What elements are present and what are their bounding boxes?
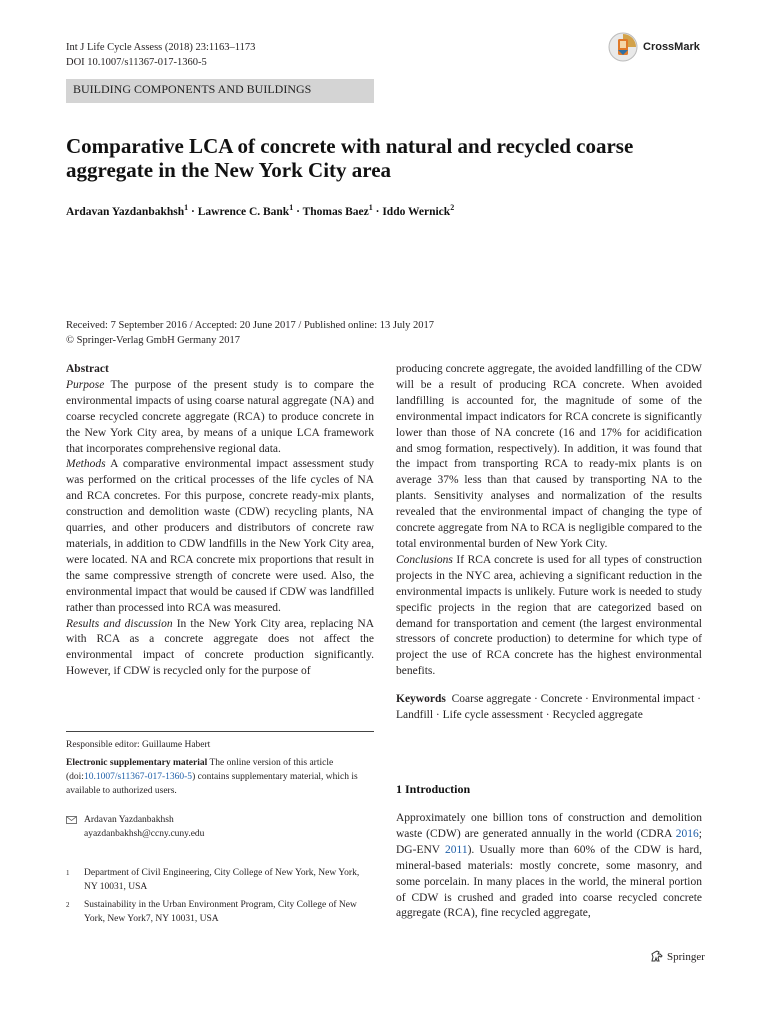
- crossmark-icon: [608, 32, 638, 62]
- article-title: Comparative LCA of concrete with natural and recycled coarse aggregate in the New York City area: [66, 134, 634, 182]
- keywords-text: Coarse aggregate · Concrete · Environmental impact · Landfill · Life cycle assessment · Recycled aggregate: [396, 693, 701, 722]
- author-separator: ·: [293, 205, 303, 218]
- responsible-editor: Responsible editor: Guillaume Habert: [66, 740, 211, 750]
- conclusions-text: If RCA concrete is used for all types of construction projects in the NYC area, achieving a significant reduction in the environmental impacts is unlikely. Future work is needed to study specific projects in the region that are categorized based on demand for transportation and cement (the largest environmental stressors of concrete production) to determine for which type of project the use of RCA concrete has the highest environmental benefits.: [396, 553, 702, 678]
- esm-text-a: The online version of this article (doi:: [66, 758, 334, 782]
- author-affiliation-mark: 2: [450, 203, 455, 212]
- journal-citation: [66, 40, 255, 70]
- affiliation-number: 2: [66, 901, 70, 909]
- author-affiliation-mark: 1: [289, 203, 294, 212]
- purpose-label: Purpose: [66, 378, 105, 391]
- author-name[interactable]: Iddo Wernick: [382, 205, 451, 218]
- springer-horse-icon: [650, 950, 664, 963]
- abstract-heading: Abstract: [66, 363, 109, 375]
- conclusions-label: Conclusions: [396, 553, 453, 566]
- affiliation-1: [66, 866, 374, 894]
- abstract-results: [66, 617, 374, 681]
- abstract-methods: [66, 457, 374, 616]
- author-separator: ·: [188, 205, 198, 218]
- publisher-name: Springer: [667, 950, 705, 963]
- section-heading-introduction: 1 Introduction: [396, 782, 471, 796]
- crossmark-label: CrossMark: [643, 41, 700, 53]
- citation-link[interactable]: 2016: [675, 827, 699, 840]
- doi[interactable]: DOI 10.1007/s11367-017-1360-5: [66, 57, 207, 68]
- results-text-right: producing concrete aggregate, the avoided landfilling of the CDW will be a result of producing RCA concrete. When avoided landfilling is accounted for, the magnitude of some of the environmental impact indicators for RCA concrete is significantly lower than those of NA concrete (16 and 17% for acidification and smog formation, respectively). In addition, it was found that the impact from transporting RCA to ready-mix plants is on average 37% less than that caused by transporting NA to the plants. Sensitivity analyses and normalization of the results revealed that the environmental impact of changing the type of concrete aggregate from NA to RCA is negligible compared to the total environmental burden of New York City.: [396, 363, 702, 550]
- intro-text-c: ). Usually more than 60% of the CDW is hard, mineral-based materials: mostly concrete, some masonry, and some porcelain. In many places in the world, the mineral portion of CDW is crushed and graded into coarse recycled concrete aggregate (RCA), fine recycled aggregate,: [396, 843, 702, 920]
- publication-dates: [66, 318, 434, 348]
- affiliation-2: [66, 898, 374, 926]
- journal-reference: Int J Life Cycle Assess (2018) 23:1163–1173: [66, 42, 256, 53]
- results-label: Results and discussion: [66, 617, 173, 630]
- esm-label: Electronic supplementary material: [66, 758, 208, 768]
- keywords-label: Keywords: [396, 693, 446, 706]
- history-dates: Received: 7 September 2016 / Accepted: 20 June 2017 / Published online: 13 July 2017: [66, 320, 435, 331]
- abstract-purpose: [66, 378, 374, 458]
- abstract-conclusions: [396, 553, 702, 680]
- intro-text-b: ; DG-ENV: [396, 827, 702, 856]
- corresponding-name: Ardavan Yazdanbakhsh: [84, 815, 174, 825]
- author-separator: ·: [372, 205, 383, 218]
- section-banner: BUILDING COMPONENTS AND BUILDINGS: [66, 79, 374, 103]
- affiliation-text: Sustainability in the Urban Environment Program, City College of New York, New York7, NY 10031, USA: [84, 900, 357, 924]
- methods-text: A comparative environmental impact assessment study was performed on the critical processes of the life cycles of NA and RCA concretes. For this purpose, concrete ready-mix plants, construction and demolition waste (CDW) recycling plants, NA quarries, and other producers and distributors of concrete raw materials, in addition to CDW landfills in the New York City area, were located. NA and RCA concrete mix proportions that result in the same compressive strength of concrete were used. Also, the environmental impact that would be caused if CDW was landfilled rather than processed into RCA was measured.: [66, 458, 374, 614]
- author-name[interactable]: Ardavan Yazdanbakhsh: [66, 205, 185, 218]
- keywords: [396, 692, 702, 724]
- citation-link[interactable]: 2011: [445, 843, 468, 856]
- abstract-right-column: [396, 362, 702, 724]
- corresponding-email[interactable]: ayazdanbakhsh@ccny.cuny.edu: [84, 829, 205, 839]
- affiliation-number: 1: [66, 869, 70, 877]
- publisher-logo: [650, 950, 705, 963]
- author-name[interactable]: Lawrence C. Bank: [197, 205, 290, 218]
- methods-label: Methods: [66, 458, 106, 471]
- author-affiliation-mark: 1: [184, 203, 189, 212]
- affiliation-text: Department of Civil Engineering, City College of New York, New York, NY 10031, USA: [84, 868, 360, 892]
- introduction-text: [396, 811, 702, 922]
- author-affiliation-mark: 1: [368, 203, 373, 212]
- supplementary-note: [66, 756, 374, 798]
- results-text-left: In the New York City area, replacing NA with RCA as a concrete aggregate does not affect the environmental impact of concrete production significantly. However, if CDW is recycled only for the purpose of: [66, 617, 375, 678]
- purpose-text: The purpose of the present study is to compare the environmental impacts of using coarse natural aggregate (NA) and coarse recycled concrete aggregate (RCA) to produce concrete in the New York City area, by means of a unique LCA framework that incorporates comprehensive regional data.: [66, 378, 374, 455]
- corresponding-author: [66, 813, 374, 841]
- footnote-rule: [66, 731, 374, 732]
- abstract-left-column: [66, 362, 374, 680]
- envelope-icon[interactable]: [66, 815, 77, 829]
- esm-text-b: ) contains supplementary material, which is available to authorized users.: [66, 772, 358, 796]
- copyright: © Springer-Verlag GmbH Germany 2017: [66, 335, 240, 346]
- esm-doi-link[interactable]: 10.1007/s11367-017-1360-5: [83, 772, 193, 782]
- author-name[interactable]: Thomas Baez: [302, 205, 369, 218]
- author-list: [66, 203, 454, 218]
- crossmark-badge[interactable]: [608, 32, 700, 62]
- intro-text-a: Approximately one billion tons of construction and demolition waste (CDW) are generated annually in the world (CDRA: [396, 812, 702, 840]
